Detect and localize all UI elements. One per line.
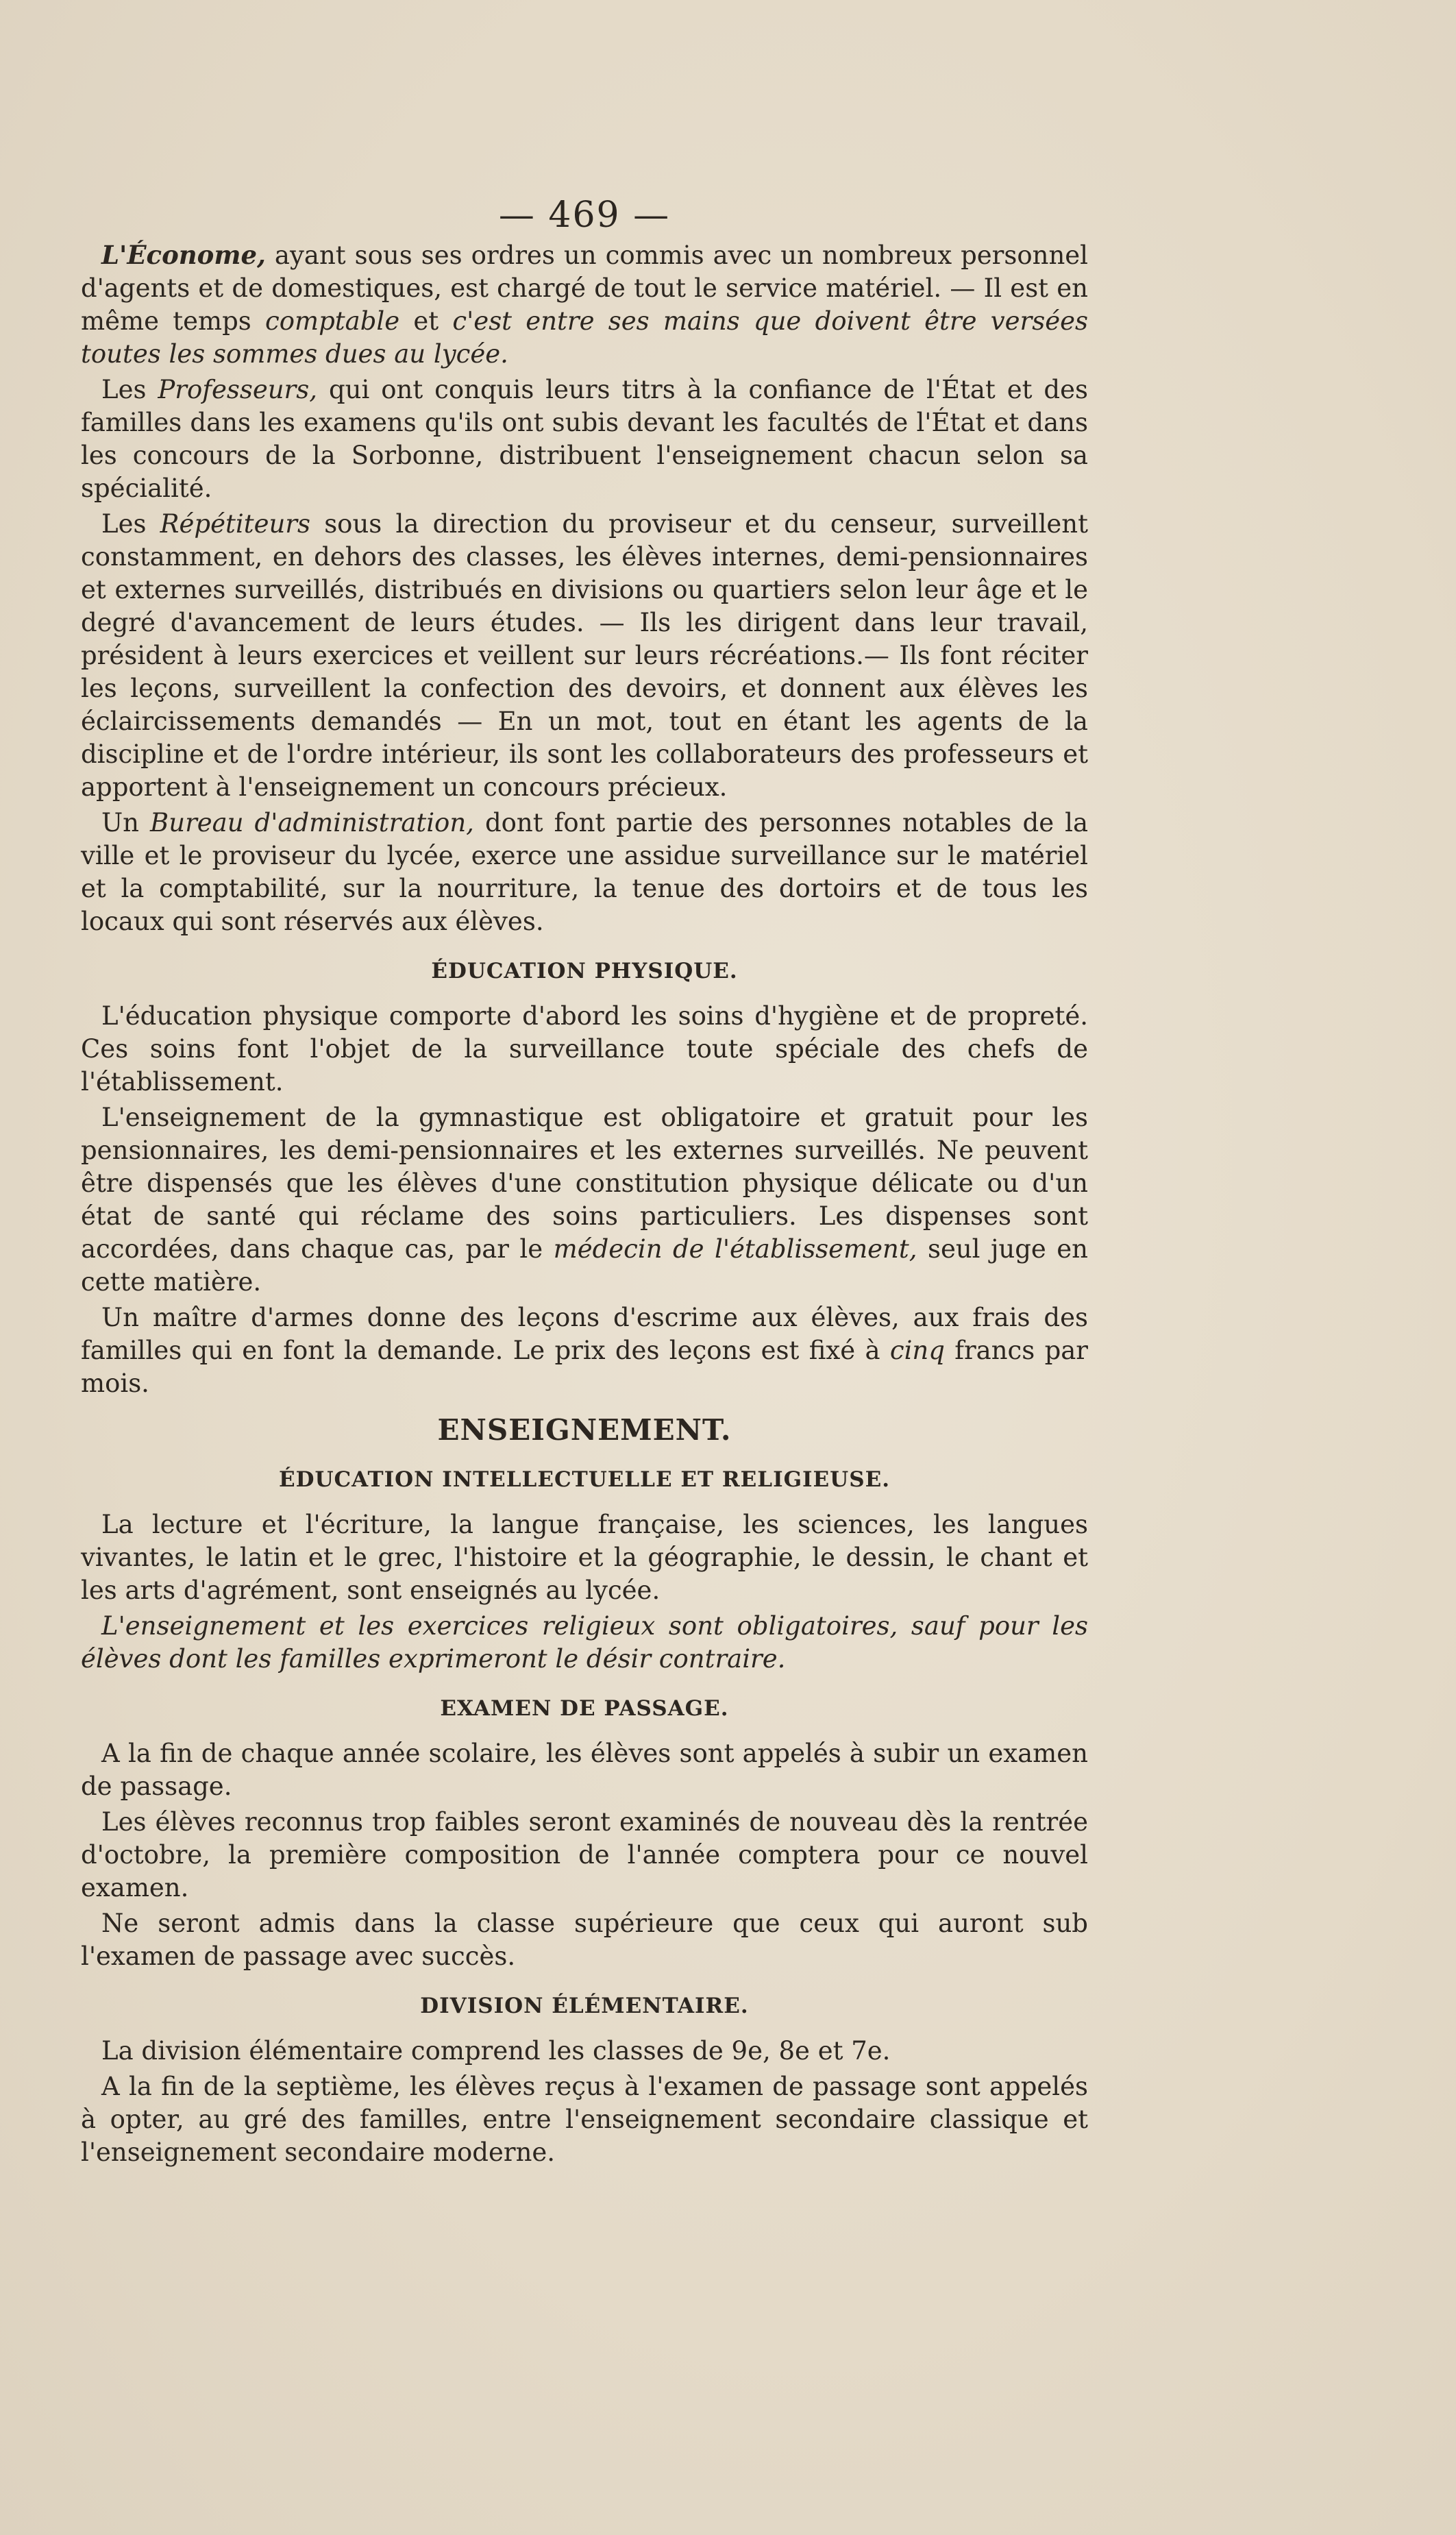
paragraph-econome: L'Économe, ayant sous ses ordres un commis avec un nombreux personnel d'agents et de domestiques, est chargé de tout le service matériel. — Il est en même temps comptable et c'est entre ses mains que doivent être versées toutes les sommes dues au lycée. <box>81 240 1088 369</box>
heading-education-physique: ÉDUCATION PHYSIQUE. <box>431 959 738 983</box>
paragraph-examen-3: Ne seront admis dans la classe supérieure que ceux qui auront sub l'examen de passage avec succès. <box>81 1909 1088 1971</box>
page-text <box>81 195 1089 2172</box>
subheading-education-intellectuelle: ÉDUCATION INTELLECTUELLE ET RELIGIEUSE. <box>278 1467 891 1492</box>
paragraph-repetiteurs: Les Répétiteurs sous la direction du proviseur et du censeur, surveillent constamment, en dehors des classes, les élèves internes, demi-pensionnaires et externes surveillés, distribués en divisions ou quartiers selon leur âge et le degré d'avancement de leurs études. — Ils les dirigent dans leur travail, président à leurs exercices et veillent sur leurs récréations.— Ils font réciter les leçons, surveillent la confection des devoirs, et donnent aux élèves les éclaircissements demandés — En un mot, tout en étant les agents de la discipline et de l'ordre intérieur, ils sont les collaborateurs des professeurs et apportent à l'enseignement un concours précieux. <box>81 509 1089 802</box>
paragraph-religieux: L'enseignement et les exercices religieux sont obligatoires, sauf pour les élèves dont les familles exprimeront le désir contraire. <box>81 1611 1088 1674</box>
paragraph-gymnastique: L'enseignement de la gymnastique est obligatoire et gratuit pour les pensionnaires, les demi-pensionnaires et les externes surveillés. Ne peuvent être dispensés que les élèves d'une constitution physique délicate ou d'un état de santé qui réclame des soins particuliers. Les dispenses sont accordées, dans chaque cas, par le médecin de l'établissement, seul juge en cette matière. <box>81 1103 1088 1297</box>
paragraph-hygiene: L'éducation physique comporte d'abord les soins d'hygiène et de propreté. Ces soins font l'objet de la surveillance toute spéciale des chefs de l'établissement. <box>81 1001 1088 1097</box>
paragraph-bureau: Un Bureau d'administration, dont font partie des personnes notables de la ville et le proviseur du lycée, exerce une assidue surveillance sur le matériel et la comptabilité, sur la nourriture, la tenue des dortoirs et de tous les locaux qui sont réservés aux élèves. <box>81 808 1088 936</box>
page-number: — 469 — <box>498 195 671 236</box>
heading-enseignement: ENSEIGNEMENT. <box>437 1413 732 1447</box>
paragraph-matieres: La lecture et l'écriture, la langue française, les sciences, les langues vivantes, le latin et le grec, l'histoire et la géographie, le dessin, le chant et les arts d'agrément, sont enseignés au lycée. <box>81 1510 1088 1605</box>
heading-division-elementaire: DIVISION ÉLÉMENTAIRE. <box>420 1994 749 2018</box>
paragraph-examen-2: Les élèves reconnus trop faibles seront examinés de nouveau dès la rentrée d'octobre, la première composition de l'année comptera pour ce nouvel examen. <box>81 1807 1088 1902</box>
paragraph-division-2: A la fin de la septième, les élèves reçus à l'examen de passage sont appelés à opter, au gré des familles, entre l'enseignement secondaire classique et l'enseignement secondaire moderne. <box>81 2072 1088 2167</box>
paragraph-professeurs: Les Professeurs, qui ont conquis leurs titrs à la confiance de l'État et des familles dans les examens qu'ils ont subis devant les facultés de l'État et dans les concours de la Sorbonne, distribuent l'enseignement chacun selon sa spécialité. <box>81 375 1088 503</box>
heading-examen-passage: EXAMEN DE PASSAGE. <box>440 1696 729 1721</box>
paragraph-escrime: Un maître d'armes donne des leçons d'escrime aux élèves, aux frais des familles qui en font la demande. Le prix des leçons est fixé à cinq francs par mois. <box>81 1303 1088 1398</box>
paragraph-examen-1: A la fin de chaque année scolaire, les élèves sont appelés à subir un examen de passage. <box>81 1739 1088 1801</box>
paragraph-division-1: La division élémentaire comprend les classes de 9e, 8e et 7e. <box>101 2036 891 2066</box>
